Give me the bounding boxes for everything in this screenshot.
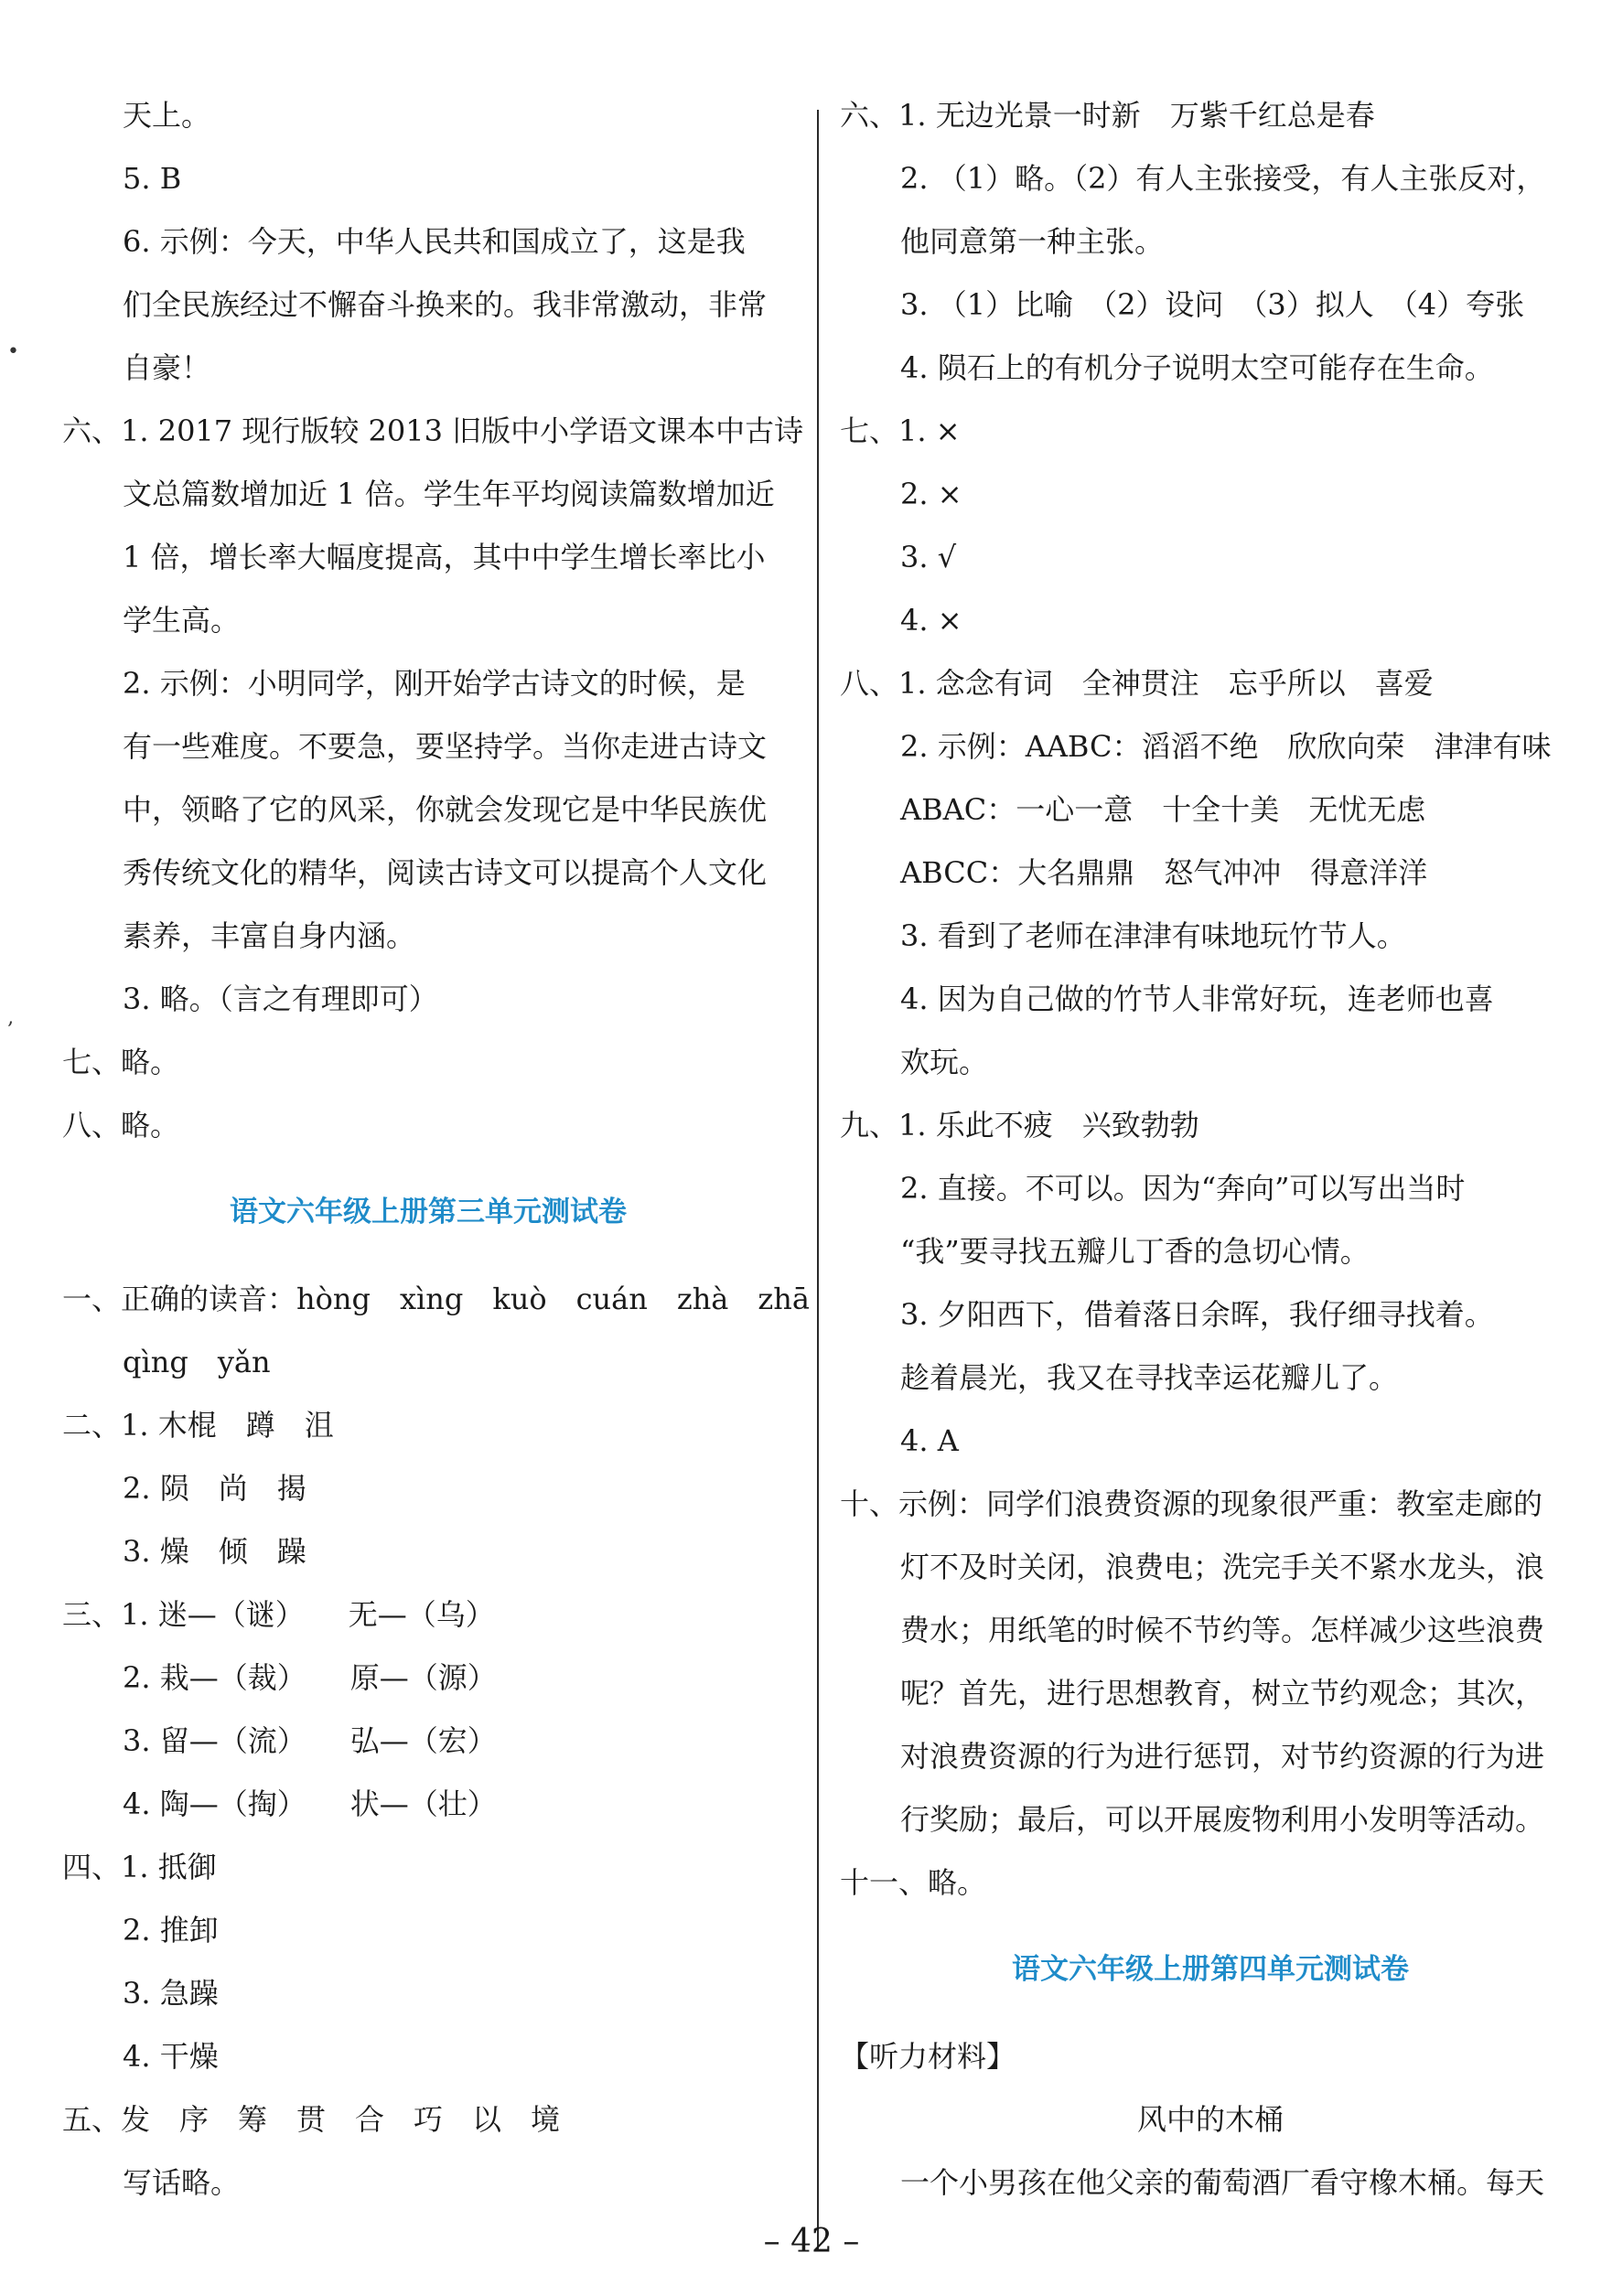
text-line: 3. 略。（言之有理即可） bbox=[123, 982, 438, 1016]
text-line: 六、1. 无边光景一时新 万紫千红总是春 bbox=[840, 98, 1375, 133]
text-line: 十、示例：同学们浪费资源的现象很严重：教室走廊的 bbox=[840, 1486, 1543, 1521]
text-line: 5. B bbox=[123, 161, 182, 196]
text-line: 费水；用纸笔的时候不节约等。怎样减少这些浪费 bbox=[900, 1613, 1545, 1647]
text-line: 八、1. 念念有词 全神贯注 忘乎所以 喜爱 bbox=[840, 666, 1434, 701]
text-line: 2. 示例：小明同学，刚开始学古诗文的时候，是 bbox=[123, 666, 746, 701]
text-line: 6. 示例：今天，中华人民共和国成立了，这是我 bbox=[123, 224, 746, 259]
text-line: 4. 干燥 bbox=[123, 2039, 219, 2074]
text-line: 自豪！ bbox=[123, 350, 211, 385]
text-line: 五、发 序 筹 贯 合 巧 以 境 bbox=[62, 2102, 561, 2137]
text-line: qìng yǎn bbox=[123, 1345, 271, 1379]
text-line: 他同意第一种主张。 bbox=[900, 224, 1165, 259]
text-line: 灯不及时关闭，浪费电；洗完手关不紧水龙头，浪 bbox=[900, 1550, 1545, 1584]
section-heading: 语文六年级上册第四单元测试卷 bbox=[1012, 1953, 1409, 1986]
section-heading: 语文六年级上册第三单元测试卷 bbox=[230, 1196, 627, 1228]
text-line: 3. 看到了老师在津津有味地玩竹节人。 bbox=[900, 918, 1406, 953]
text-line: 趁着晨光，我又在寻找幸运花瓣儿了。 bbox=[900, 1360, 1399, 1395]
text-line: 2. （1）略。（2）有人主张接受，有人主张反对， bbox=[900, 161, 1546, 196]
text-line: 4. 陶—（掏） 状—（壮） bbox=[123, 1786, 497, 1821]
right-column bbox=[840, 84, 1581, 2215]
text-line: 风中的木桶 bbox=[1136, 2102, 1284, 2137]
left-column bbox=[62, 84, 810, 2215]
text-line: 对浪费资源的行为进行惩罚，对节约资源的行为进 bbox=[900, 1739, 1545, 1774]
text-line: 2. 栽—（裁） 原—（源） bbox=[123, 1660, 497, 1695]
text-line: 七、1. × bbox=[840, 413, 961, 448]
text-line: 3. 留—（流） 弘—（宏） bbox=[123, 1723, 497, 1758]
margin-mark: ‚ bbox=[7, 1006, 14, 1029]
text-line: 二、1. 木棍 蹲 沮 bbox=[62, 1408, 334, 1443]
text-line: 七、略。 bbox=[62, 1045, 180, 1079]
text-line: 三、1. 迷—（谜） 无—（乌） bbox=[62, 1597, 495, 1632]
text-line: 天上。 bbox=[123, 98, 211, 133]
text-line: 中，领略了它的风采，你就会发现它是中华民族优 bbox=[123, 792, 768, 827]
text-line: 【听力材料】 bbox=[840, 2039, 1016, 2074]
text-line: ABAC：一心一意 十全十美 无忧无虑 bbox=[900, 792, 1426, 827]
text-line: 有一些难度。不要急，要坚持学。当你走进古诗文 bbox=[123, 729, 768, 764]
text-line: 秀传统文化的精华，阅读古诗文可以提高个人文化 bbox=[123, 855, 768, 890]
text-line: 1 倍，增长率大幅度提高，其中中学生增长率比小 bbox=[123, 540, 766, 574]
text-line: 一个小男孩在他父亲的葡萄酒厂看守橡木桶。每天 bbox=[900, 2165, 1545, 2200]
text-line: 九、1. 乐此不疲 兴致勃勃 bbox=[840, 1108, 1199, 1143]
text-line: 学生高。 bbox=[123, 603, 241, 638]
text-line: 4. A bbox=[900, 1423, 959, 1458]
text-line: 欢玩。 bbox=[900, 1045, 989, 1079]
text-line: 素养，丰富自身内涵。 bbox=[123, 918, 416, 953]
text-line: 写话略。 bbox=[123, 2165, 241, 2200]
text-line: 2. 直接。不可以。因为“奔向”可以写出当时 bbox=[900, 1171, 1466, 1206]
text-line: 一、正确的读音：hòng xìng kuò cuán zhà zhā bbox=[62, 1282, 810, 1316]
column-divider bbox=[817, 110, 819, 2250]
text-line: 3. 急躁 bbox=[123, 1976, 219, 2011]
page-number: – 42 – bbox=[763, 2223, 860, 2260]
text-line: 4. 陨石上的有机分子说明太空可能存在生命。 bbox=[900, 350, 1494, 385]
text-line: 四、1. 抵御 bbox=[62, 1850, 217, 1884]
text-line: 4. 因为自己做的竹节人非常好玩，连老师也喜 bbox=[900, 982, 1494, 1016]
text-line: 文总篇数增加近 1 倍。学生年平均阅读篇数增加近 bbox=[123, 477, 775, 511]
text-line: 2. × bbox=[900, 477, 962, 511]
text-line: 3. √ bbox=[900, 540, 957, 574]
text-line: 4. × bbox=[900, 603, 962, 638]
text-line: 十一、略。 bbox=[840, 1865, 987, 1900]
text-line: ABCC：大名鼎鼎 怒气冲冲 得意洋洋 bbox=[900, 855, 1428, 890]
text-line: 六、1. 2017 现行版较 2013 旧版中小学语文课本中古诗 bbox=[62, 413, 804, 448]
text-line: 2. 示例：AABC：滔滔不绝 欣欣向荣 津津有味 bbox=[900, 729, 1552, 764]
text-line: “我”要寻找五瓣儿丁香的急切心情。 bbox=[900, 1234, 1370, 1269]
text-line: 们全民族经过不懈奋斗换来的。我非常激动，非常 bbox=[123, 287, 768, 322]
text-line: 3. 夕阳西下，借着落日余晖，我仔细寻找着。 bbox=[900, 1297, 1494, 1332]
text-line: 行奖励；最后，可以开展废物利用小发明等活动。 bbox=[900, 1802, 1545, 1837]
text-line: 2. 推卸 bbox=[123, 1913, 219, 1947]
text-line: 八、略。 bbox=[62, 1108, 180, 1143]
text-line: 3. 燥 倾 躁 bbox=[123, 1534, 306, 1569]
text-line: 呢？首先，进行思想教育，树立节约观念；其次， bbox=[900, 1676, 1545, 1711]
margin-mark: • bbox=[7, 340, 19, 363]
text-line: 2. 陨 尚 揭 bbox=[123, 1471, 306, 1506]
text-line: 3. （1）比喻 （2）设问 （3）拟人 （4）夸张 bbox=[900, 287, 1525, 322]
